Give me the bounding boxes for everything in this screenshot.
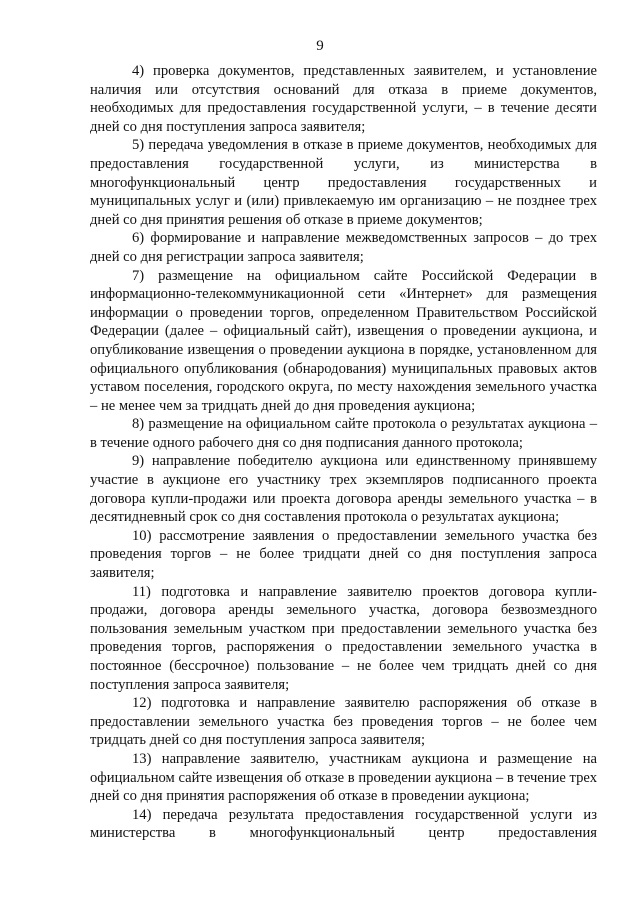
- paragraph-item-7: 7) размещение на официальном сайте Российской Федерации в информационно-телекоммуникационной сети «Интернет» для размещения информации о проведении торгов, определенном Правительством Российской Федерации (далее – официальный сайт), извещения о проведении аукциона, и опубликование извещения о проведении аукциона в порядке, установленном для официального опубликования (обнародования) муниципальных правовых актов уставом поселения, городского округа, по месту нахождения земельного участка – не менее чем за тридцать дней до дня проведения аукциона;: [90, 267, 597, 414]
- paragraph-item-14: 14) передача результата предоставления государственной услуги из министерства в многофункциональный центр предоставления: [90, 806, 597, 842]
- paragraph-item-11: 11) подготовка и направление заявителю проектов договора купли-продажи, договора аренды земельного участка, договора безвозмездного пользования земельным участком при предоставлении земельного участка без проведения торгов, распоряжения о предоставлении земельного участка в постоянное (бессрочное) пользование – не более чем тридцать дней со дня поступления запроса заявителя;: [90, 583, 597, 693]
- paragraph-item-6: 6) формирование и направление межведомственных запросов – до трех дней со дня регистрации запроса заявителя;: [90, 230, 597, 265]
- paragraph-item-8: 8) размещение на официальном сайте протокола о результатах аукциона – в течение одного рабочего дня со дня подписания данного протокола;: [90, 416, 597, 451]
- paragraph-item-5: 5) передача уведомления в отказе в приеме документов, необходимых для предоставления государственной услуги, из министерства в многофункциональный центр предоставления государственных и муниципальных услуг и (или) привлекаемую им организацию – не позднее трех дней со дня принятия решения об отказе в приеме документов;: [90, 137, 597, 228]
- paragraph-item-13: 13) направление заявителю, участникам аукциона и размещение на официальном сайте извещения об отказе в проведении аукциона – в течение трех дней со дня принятия распоряжения об отказе в проведении аукциона;: [90, 750, 597, 805]
- paragraph-item-4: 4) проверка документов, представленных заявителем, и установление наличия или отсутствия оснований для отказа в приеме документов, необходимых для предоставления государственной услуги, – в течение десяти дней со дня поступления запроса заявителя;: [90, 63, 597, 135]
- paragraph-item-9: 9) направление победителю аукциона или единственному принявшему участие в аукционе его участнику трех экземпляров подписанного проекта договора купли-продажи или проекта договора аренды земельного участка – в десятидневный срок со дня составления протокола о результатах аукциона;: [90, 453, 597, 526]
- body-text: [90, 62, 597, 843]
- page-number: 9: [316, 38, 324, 54]
- paragraph-item-12: 12) подготовка и направление заявителю распоряжения об отказе в предоставлении земельного участка без проведения торгов – не более чем тридцать дней со дня поступления запроса заявителя;: [90, 695, 597, 749]
- paragraph-item-10: 10) рассмотрение заявления о предоставлении земельного участка без проведения торгов – не более тридцати дней со дня поступления запроса заявителя;: [90, 527, 597, 582]
